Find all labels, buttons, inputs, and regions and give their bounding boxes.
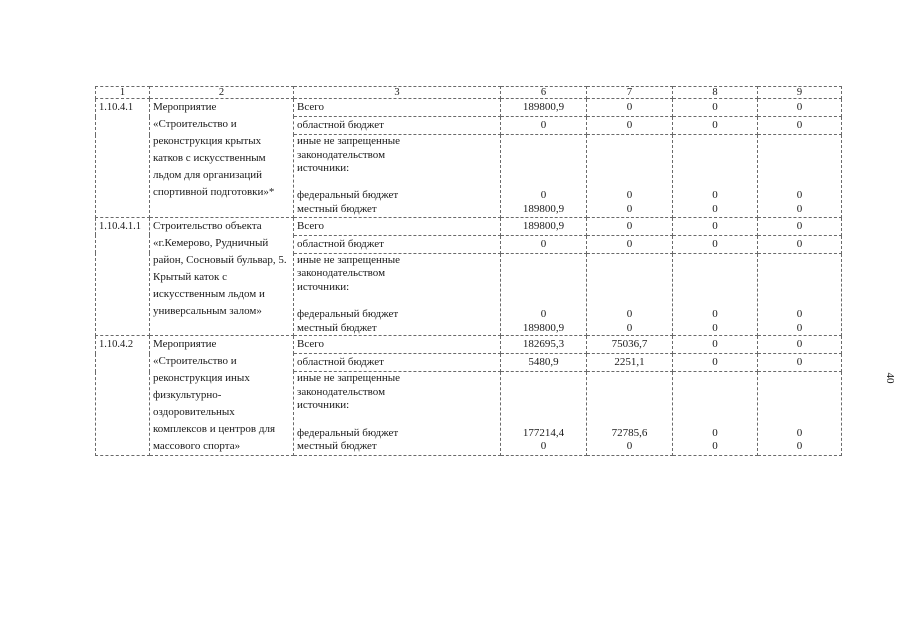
source-line xyxy=(297,294,497,308)
source-line: законодательством xyxy=(297,385,386,398)
source-label: Всего xyxy=(294,336,501,354)
value-cell: 0 xyxy=(673,117,758,135)
source-line: местный бюджет xyxy=(297,440,377,453)
header-cell: 7 xyxy=(587,87,673,99)
header-cell: 9 xyxy=(758,87,842,99)
source-line xyxy=(297,413,497,427)
value-cell: 0 xyxy=(673,354,758,372)
page-number: 40 xyxy=(884,372,896,384)
value-cell: 0 xyxy=(758,117,842,135)
source-line: иные не запрещенные xyxy=(297,135,401,147)
header-cell: 1 xyxy=(96,87,150,99)
value-cell: 0 xyxy=(673,336,758,354)
source-label-multiline xyxy=(294,135,501,218)
value-cell: 0 xyxy=(501,117,587,135)
value-cell: 0 0 xyxy=(587,253,673,336)
source-line: источники: xyxy=(297,280,350,293)
source-line: иные не запрещенные xyxy=(297,372,401,385)
value-cell: 72785,6 0 xyxy=(587,372,673,456)
value-cell: 0 0 xyxy=(673,135,758,218)
value-cell: 0 0 xyxy=(673,253,758,336)
source-label: Всего xyxy=(294,99,501,117)
value-cell: 0 xyxy=(587,117,673,135)
source-label-multiline xyxy=(294,253,501,336)
source-label: областной бюджет xyxy=(294,117,501,135)
source-line: источники: xyxy=(297,399,350,412)
value-cell: 5480,9 xyxy=(501,354,587,372)
value-cell: 182695,3 xyxy=(501,336,587,354)
measure-code: 1.10.4.1.1 xyxy=(96,217,150,336)
source-line: федеральный бюджет xyxy=(297,189,399,202)
value-cell: 0 189800,9 xyxy=(501,253,587,336)
source-label: областной бюджет xyxy=(294,235,501,253)
value-cell: 0 xyxy=(758,336,842,354)
value-cell: 0 xyxy=(587,99,673,117)
value-cell: 0 0 xyxy=(673,372,758,456)
header-cell: 8 xyxy=(673,87,758,99)
value-cell: 0 xyxy=(758,235,842,253)
measure-code: 1.10.4.2 xyxy=(96,336,150,456)
table-row xyxy=(96,99,842,117)
source-line: местный бюджет xyxy=(297,202,377,215)
table-row xyxy=(96,336,842,354)
value-cell: 0 0 xyxy=(758,372,842,456)
value-cell: 0 xyxy=(673,235,758,253)
value-cell: 0 xyxy=(758,354,842,372)
source-line: местный бюджет xyxy=(297,321,377,334)
value-cell: 189800,9 xyxy=(501,217,587,235)
header-cell: 6 xyxy=(501,87,587,99)
source-line: федеральный бюджет xyxy=(297,426,399,439)
value-cell: 0 0 xyxy=(758,135,842,218)
measure-name: Мероприятие «Строительство и реконструкция иных физкультурно-оздоровительных комплексов и центров для массового спорта» xyxy=(150,336,294,456)
value-cell: 0 xyxy=(673,217,758,235)
source-line: иные не запрещенные xyxy=(297,253,401,266)
value-cell: 0 xyxy=(587,235,673,253)
measure-name: Мероприятие «Строительство и реконструкция крытых катков с искусственным льдом для организаций спортивной подготовки»* xyxy=(150,99,294,218)
header-cell: 3 xyxy=(294,87,501,99)
value-cell: 0 xyxy=(587,217,673,235)
source-line: законодательством xyxy=(297,267,386,280)
value-cell: 0 0 xyxy=(587,135,673,218)
source-label: областной бюджет xyxy=(294,354,501,372)
measure-name: Строительство объекта «г.Кемерово, Рудничный район, Сосновый бульвар, 5. Крытый каток с искусственным льдом и универсальным залом» xyxy=(150,217,294,336)
table-row xyxy=(96,217,842,235)
value-cell: 0 xyxy=(501,235,587,253)
header-row xyxy=(96,87,842,99)
value-cell: 0 xyxy=(673,99,758,117)
value-cell: 0 189800,9 xyxy=(501,135,587,218)
value-cell: 0 xyxy=(758,217,842,235)
source-line xyxy=(297,176,497,190)
value-cell: 75036,7 xyxy=(587,336,673,354)
value-cell: 189800,9 xyxy=(501,99,587,117)
value-cell: 0 xyxy=(758,99,842,117)
budget-table xyxy=(95,86,842,456)
source-line: источники: xyxy=(297,162,350,175)
source-label-multiline xyxy=(294,372,501,456)
measure-code: 1.10.4.1 xyxy=(96,99,150,218)
value-cell: 2251,1 xyxy=(587,354,673,372)
value-cell: 177214,4 0 xyxy=(501,372,587,456)
source-line: федеральный бюджет xyxy=(297,307,399,320)
source-line: законодательством xyxy=(297,148,386,161)
value-cell: 0 0 xyxy=(758,253,842,336)
header-cell: 2 xyxy=(150,87,294,99)
source-label: Всего xyxy=(294,217,501,235)
